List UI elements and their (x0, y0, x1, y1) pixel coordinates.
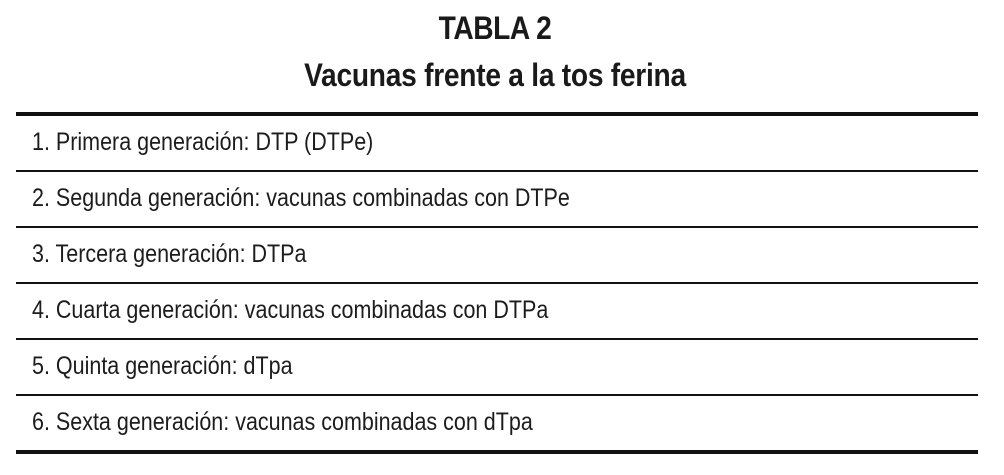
table-row (16, 396, 978, 446)
table-row-text: 6. Sexta generación: vacunas combinadas con dTpa (32, 408, 533, 436)
table-bottom-rule (16, 450, 978, 454)
table-number: TABLA 2 (438, 10, 552, 46)
table-row-text: 1. Primera generación: DTP (DTPe) (32, 128, 374, 156)
table-row-text: 3. Tercera generación: DTPa (32, 240, 307, 268)
table-row-text: 5. Quinta generación: dTpa (32, 352, 293, 380)
table-row (16, 340, 978, 390)
table-row (16, 172, 978, 222)
table-row-text: 4. Cuarta generación: vacunas combinadas con DTPa (32, 296, 549, 324)
table-title: Vacunas frente a la tos ferina (304, 57, 686, 93)
table-row (16, 228, 978, 278)
table-row-text: 2. Segunda generación: vacunas combinadas con DTPe (32, 184, 570, 212)
table-row (16, 116, 978, 166)
table-row (16, 284, 978, 334)
